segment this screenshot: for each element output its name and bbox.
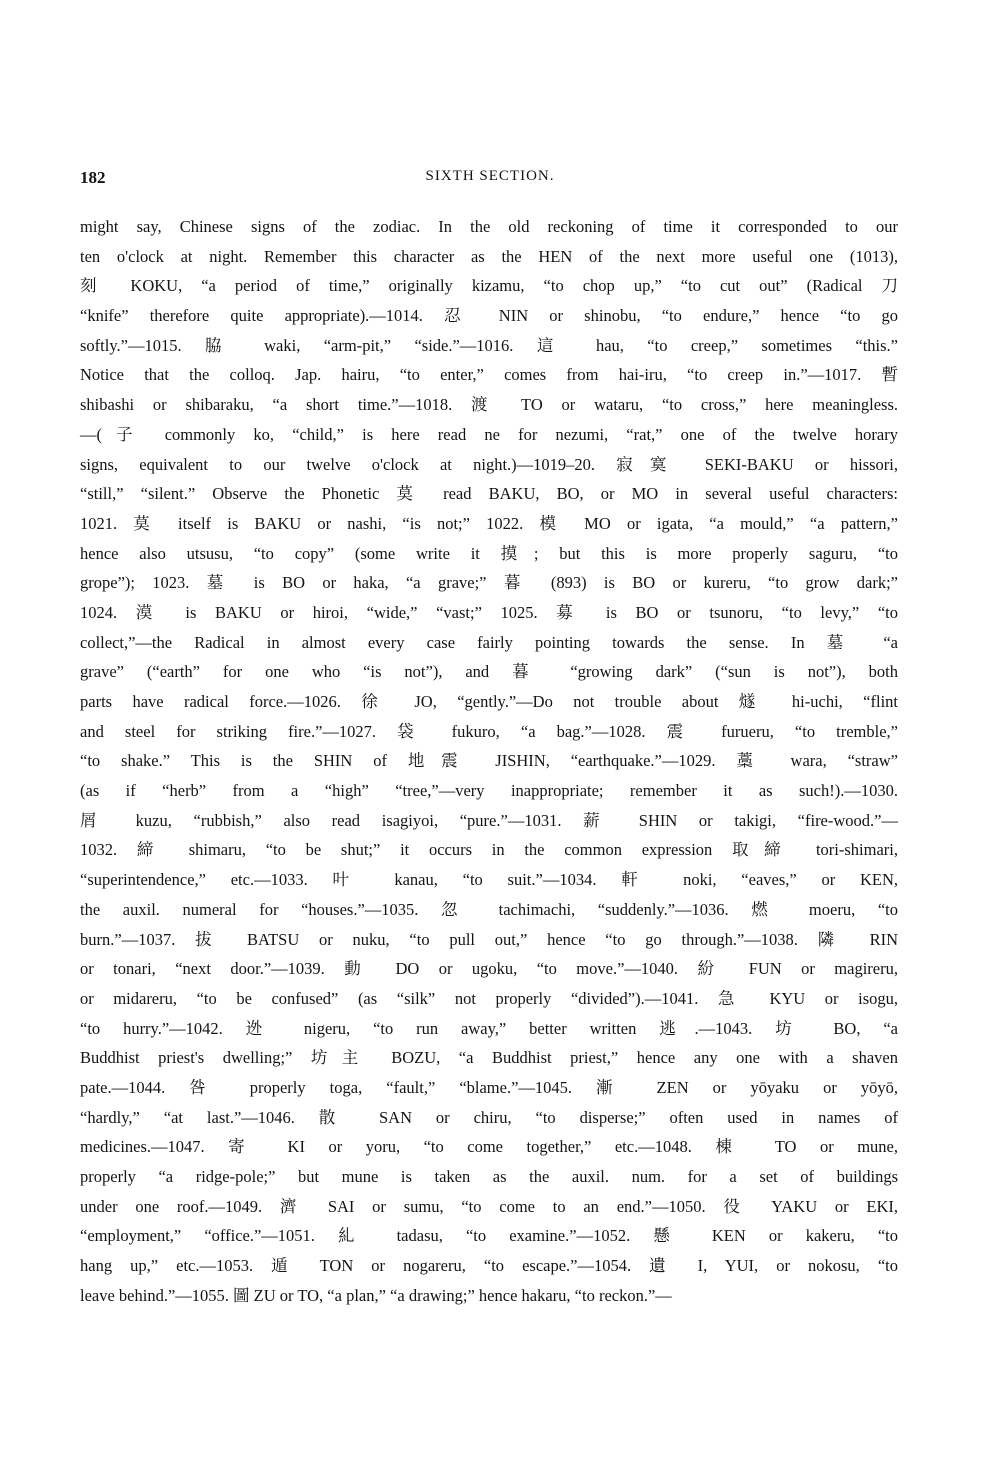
text-line: “hardly,” “at last.”—1046. 散 SAN or chiru, “to disperse;” often used in names of [80,1107,898,1127]
text-line: “still,” “silent.” Observe the Phonetic 莫 read BAKU, BO, or MO in several useful characters: [80,484,898,504]
text-line: 1021. 莫 itself is BAKU or nashi, “is not;” 1022. 模 MO or igata, “a mould,” “a pattern,” [80,513,898,533]
text-line: or midareru, “to be confused” (as “silk” not properly “divided”).—1041. 急 KYU or isogu, [80,988,898,1008]
text-line: or tonari, “next door.”—1039. 動 DO or ugoku, “to move.”—1040. 紛 FUN or magireru, [80,959,898,979]
text-line: and steel for striking fire.”—1027. 袋 fukuro, “a bag.”—1028. 震 furueru, “to tremble,” [80,721,898,741]
text-line: grope”); 1023. 墓 is BO or haka, “a grave;” 暮 (893) is BO or kureru, “to grow dark;” [80,573,898,593]
page-header [80,168,900,192]
text-line: 刻 KOKU, “a period of time,” originally kizamu, “to chop up,” “to cut out” (Radical 刀 [80,276,898,296]
text-line: under one roof.—1049. 濟 SAI or sumu, “to come to an end.”—1050. 役 YAKU or EKI, [80,1196,898,1216]
text-line: softly.”—1015. 脇 waki, “arm-pit,” “side.”—1016. 這 hau, “to creep,” sometimes “this.” [80,335,898,355]
text-line: burn.”—1037. 拔 BATSU or nuku, “to pull out,” hence “to go through.”—1038. 隣 RIN [80,929,898,949]
body-text [80,212,898,1310]
text-line: Notice that the colloq. Jap. hairu, “to enter,” comes from hai-iru, “to creep in.”—1017. 暫 [80,365,898,385]
text-line: “knife” therefore quite appropriate).—1014. 忍 NIN or shinobu, “to endure,” hence “to go [80,306,898,326]
running-head: SIXTH SECTION. [425,168,555,184]
text-line: 1024. 漠 is BAKU or hiroi, “wide,” “vast;” 1025. 募 is BO or tsunoru, “to levy,” “to [80,602,898,622]
text-line: leave behind.”—1055. 圖 ZU or TO, “a plan,” “a drawing;” hence hakaru, “to reckon.”— [80,1285,672,1305]
text-line: —(子 commonly ko, “child,” is here read ne for nezumi, “rat,” one of the twelve horary [80,424,898,444]
text-line: collect,”—the Radical in almost every case fairly pointing towards the sense. In 墓 “a [80,632,898,652]
text-line: parts have radical force.—1026. 徐 JO, “gently.”—Do not trouble about 燧 hi-uchi, “flint [80,692,898,711]
text-line: “to hurry.”—1042. 迯 nigeru, “to run away,” better written 逃.—1043. 坊 BO, “a [80,1018,898,1038]
text-line: might say, Chinese signs of the zodiac. In the old reckoning of time it corresponded to our [80,217,898,236]
text-line: “employment,” “office.”—1051. 糺 tadasu, “to examine.”—1052. 懸 KEN or kakeru, “to [80,1226,898,1246]
text-line: properly “a ridge-pole;” but mune is taken as the auxil. num. for a set of buildings [80,1167,898,1186]
text-line: the auxil. numeral for “houses.”—1035. 忽 tachimachi, “suddenly.”—1036. 燃 moeru, “to [80,899,898,919]
text-line: 1032. 締 shimaru, “to be shut;” it occurs in the common expression 取締 tori-shimari, [80,840,898,860]
text-line: “to shake.” This is the SHIN of 地震 JISHIN, “earthquake.”—1029. 藁 wara, “straw” [80,751,898,771]
text-line: pate.—1044. 咎 properly toga, “fault,” “blame.”—1045. 漸 ZEN or yōyaku or yōyō, [80,1077,898,1097]
page-number: 182 [80,168,106,187]
text-line: 屑 kuzu, “rubbish,” also read isagiyoi, “pure.”—1031. 薪 SHIN or takigi, “fire-wood.”— [80,810,898,830]
text-line: (as if “herb” from a “high” “tree,”—very inappropriate; remember it as such!).—1030. [80,781,898,801]
text-line: Buddhist priest's dwelling;” 坊主 BOZU, “a Buddhist priest,” hence any one with a shaven [80,1048,898,1068]
text-line: ten o'clock at night. Remember this character as the HEN of the next more useful one (1013), [80,246,898,266]
text-line: shibashi or shibaraku, “a short time.”—1018. 渡 TO or wataru, “to cross,” here meaningless. [80,395,898,415]
text-line: “superintendence,” etc.—1033. 叶 kanau, “to suit.”—1034. 軒 noki, “eaves,” or KEN, [80,870,898,890]
text-line: hang up,” etc.—1053. 遁 TON or nogareru, “to escape.”—1054. 遺 I, YUI, or nokosu, “to [80,1256,898,1276]
text-line: grave” (“earth” for one who “is not”), and 暮 “growing dark” (“sun is not”), both [80,662,898,682]
text-line: signs, equivalent to our twelve o'clock at night.)—1019–20. 寂寞 SEKI-BAKU or hissori, [80,454,898,474]
text-line: medicines.—1047. 寄 KI or yoru, “to come together,” etc.—1048. 棟 TO or mune, [80,1137,898,1157]
text-line: hence also utsusu, “to copy” (some write it 摸; but this is more properly saguru, “to [80,543,898,563]
